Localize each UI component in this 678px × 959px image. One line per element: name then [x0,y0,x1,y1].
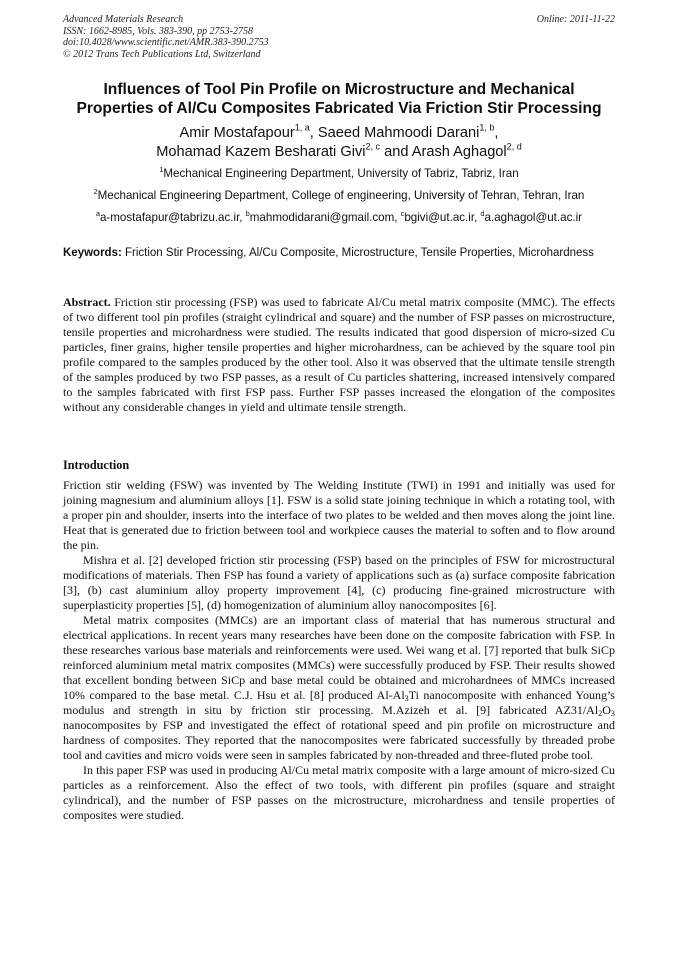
author-3: Mohamad Kazem Besharati Givi [156,144,366,160]
author-separator: , [494,125,499,141]
email-a-marker: a [95,208,100,218]
title-line-2: Properties of Al/Cu Composites Fabricated Via Friction Stir Processing [76,100,602,117]
subscript: 2 [598,709,603,719]
affiliation-1-text: Mechanical Engineering Department, University of Tabriz, Tabriz, Iran [163,167,519,180]
author-4: Arash Aghagol [411,144,507,160]
author-2-affiliation: 1, b [479,122,495,133]
intro-paragraph-2: Mishra et al. [2] developed friction stir processing (FSP) based on the principles of FSW for microstructural modifications of materials. Then FSP has found a variety of applications such as (a) surface composite fabrication [3], (b) cast aluminium alloy property improvement [4], (c) producing fine-grained microstructure with superplasticity properties [5], (d) homogenization of aluminium alloy nanocomposites [6]. [63,553,615,612]
keywords-text: Friction Stir Processing, Al/Cu Composite, Microstructure, Tensile Properties, Microhardness [125,247,594,259]
doi-line: doi:10.4028/www.scientific.net/AMR.383-390.2753 [63,37,269,48]
intro-p3-part-d: nanocomposites by FSP and investigated the effect of rotational speed and pin profile on microstructure and hardness of composites. They reported that the nanocomposites were fabricated successfully by threaded probe tool and cavities and micro voids were seen in samples fabricated by non-threaded and three-fluted probe tool. [63,718,615,762]
introduction-heading: Introduction [63,458,130,472]
affiliation-1 [40,164,638,181]
issn-line: ISSN: 1662-8985, Vols. 383-390, pp 2753-2758 [63,25,253,37]
email-d[interactable]: a.aghagol@ut.ac.ir [484,211,583,224]
author-4-affiliation: 2, d [506,141,522,152]
abstract-block [63,295,615,415]
intro-paragraph-3 [63,613,615,763]
email-line [40,208,638,225]
introduction-body [63,478,615,823]
subscript: 3 [404,694,409,704]
email-b[interactable]: mahmodidarani@gmail.com, [249,211,401,224]
email-b-marker: b [245,208,250,218]
author-line-1 [40,124,638,143]
email-c-marker: c [400,208,405,218]
subscript: 3 [610,709,615,719]
intro-p3-part-c: O [602,703,611,717]
author-line-2 [40,143,638,162]
author-separator: , [309,125,318,141]
intro-paragraph-4: In this paper FSP was used in producing Al/Cu metal matrix composite with a large amount of micro-sized Cu particles as a reinforcement. Also the effect of two tools, with different pin profiles (square and straight cylindrical), and the number of FSP passes on the microstructure, microhardness and tensile properties of composites were studied. [63,763,615,822]
affiliation-2 [40,186,638,203]
title-line-1: Influences of Tool Pin Profile on Microstructure and Mechanical [103,81,575,98]
abstract-label: Abstract. [63,295,111,309]
intro-p3-part-a: Metal matrix composites (MMCs) are an important class of material that has numerous structural and electrical applications. In recent years many researches have been done on the composite fabrication with FSP. In these researches various base materials and reinforcements were used. Wei wang et al. [7] reported that bulk SiCp reinforced aluminium metal matrix composites (MMCs) were successfully produced by FSP. Their results showed that excellent bonding between SiCp and base metal could be obtained and microhardnees of MMCs increased 10% compared to the base metal. C.J. Hsu et al. [8] produced Al-Al [63,613,615,702]
keywords-label: Keywords: [63,247,122,259]
affiliation-2-number: 2 [93,186,98,196]
paper-title [40,80,638,118]
keywords-block [63,246,615,261]
intro-p3-part-b: Ti nanocomposite with enhanced Young’s modulus and strength in situ by friction stir processing. M.Azizeh et al. [9] fabricated AZ31/Al [63,688,615,717]
journal-name: Advanced Materials Research [63,14,184,25]
copyright-line: © 2012 Trans Tech Publications Ltd, Switzerland [63,48,261,60]
author-3-affiliation: 2, c [365,141,381,152]
journal-header [63,14,615,60]
abstract-text: Friction stir processing (FSP) was used to fabricate Al/Cu metal matrix composite (MMC). The effects of two different tool pin profiles (straight cylindrical and square) and the number of FSP passes on microstructure, tensile properties and microhardness were studied. The results indicated that good dispersion of micro-sized Cu particles, finer grains, higher tensile properties and higher microhardness, can be achieved by the square tool pin profile compared to the samples produced by the other tool. Also it was observed that the ultimate tensile strength of the samples produced by two FSP passes, as a result of Cu particles shattering, increased intensively compared to the samples fabricated with first FSP pass. Further FSP passes increased the elongation of the composites without any considerable changes in yield and ultimate tensile strength. [63,295,615,414]
author-list [40,124,638,162]
author-separator: and [380,144,412,160]
email-c[interactable]: bgivi@ut.ac.ir, [404,211,481,224]
online-date: Online: 2011-11-22 [536,14,615,25]
intro-paragraph-1: Friction stir welding (FSW) was invented by The Welding Institute (TWI) in 1991 and initially was used for joining magnesium and aluminium alloys [1]. FSW is a solid state joining technique in which a rotating tool, with a proper pin and shoulder, inserts into the interface of two plates to be welded and then moves along the joint line. Heat that is generated due to friction between tool and workpiece causes the material to soften and to flow around the pin. [63,478,615,552]
author-2: Saeed Mahmoodi Darani [317,125,480,141]
author-1-affiliation: 1, a [294,122,310,133]
email-a[interactable]: a-mostafapur@tabrizu.ac.ir, [99,211,246,224]
author-1: Amir Mostafapour [179,125,295,141]
email-d-marker: d [480,208,485,218]
affiliation-1-number: 1 [159,164,164,174]
affiliation-2-text: Mechanical Engineering Department, College of engineering, University of Tehran, Tehran, Iran [97,189,585,202]
